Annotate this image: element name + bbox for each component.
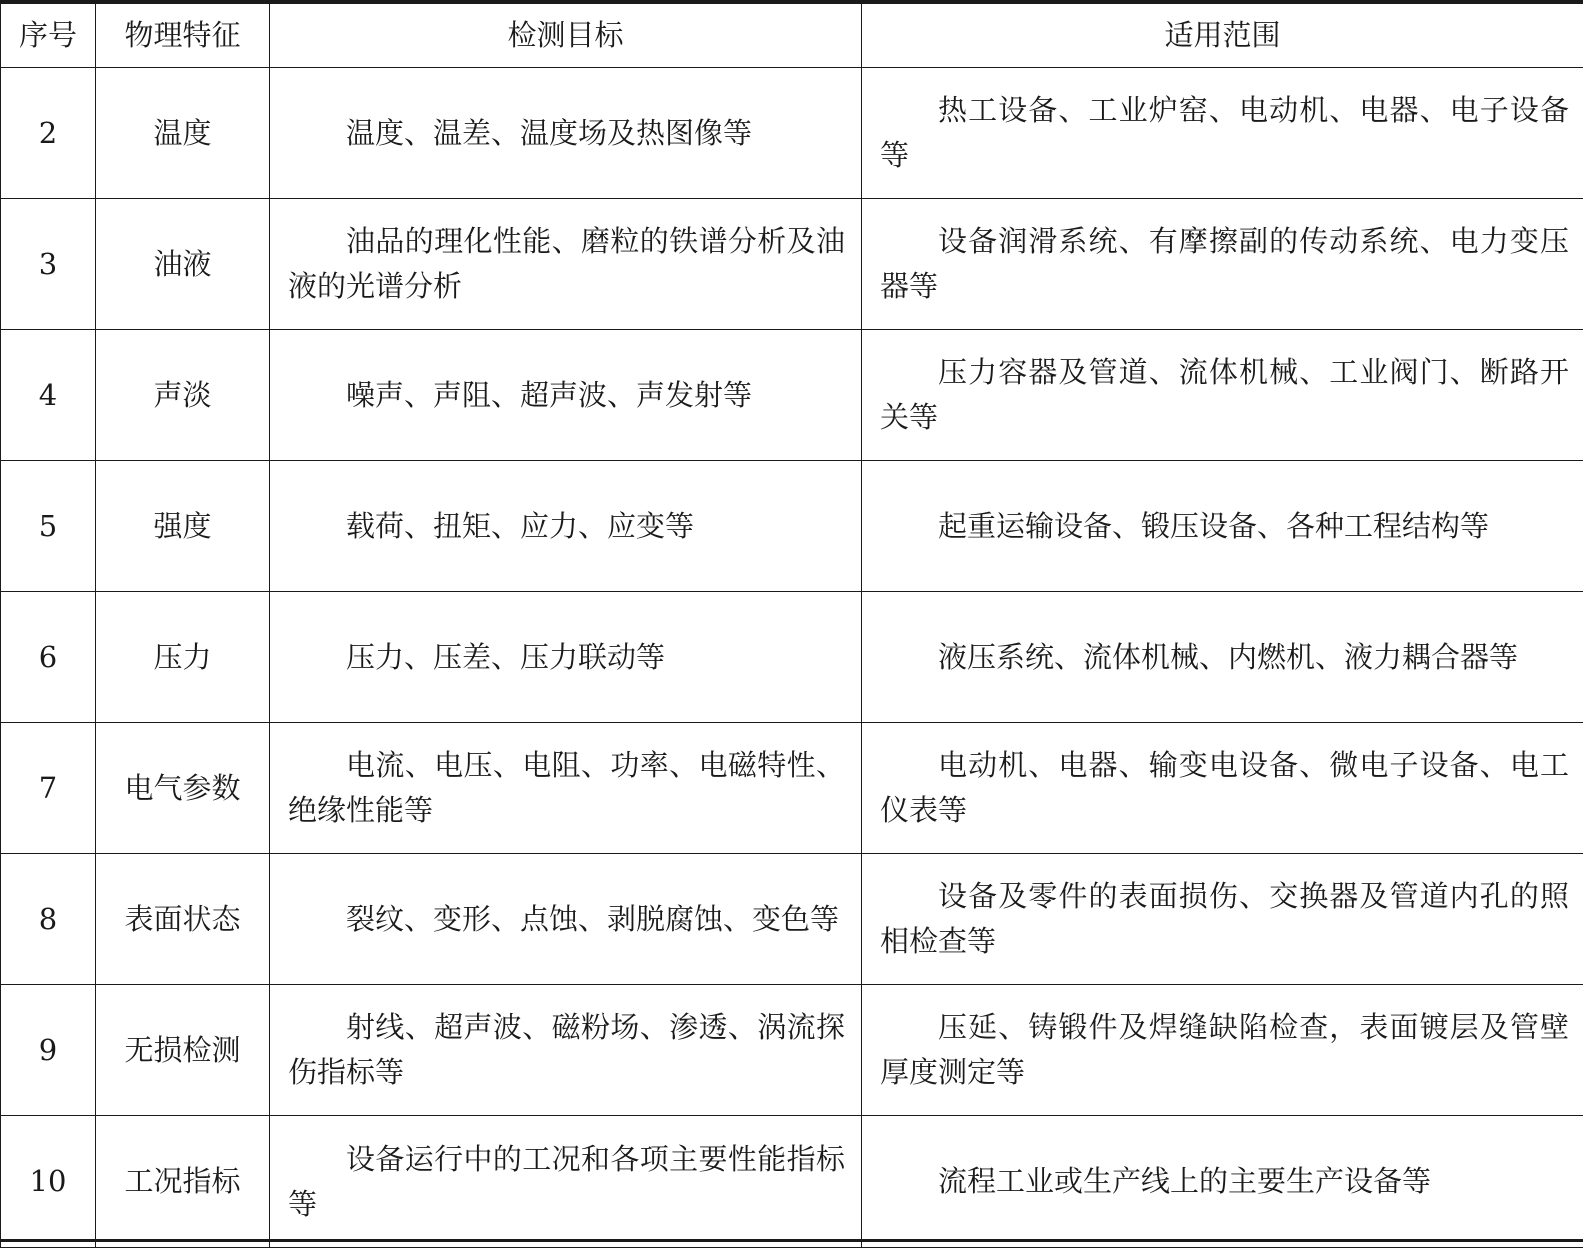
cell-scope: 压力容器及管道、流体机械、工业阀门、断路开关等 — [862, 330, 1583, 461]
header-feature: 物理特征 — [96, 4, 270, 68]
header-num: 序号 — [1, 4, 96, 68]
cell-feature: 压力 — [96, 592, 270, 723]
table-row — [1, 330, 1583, 461]
cell-scope: 设备及零件的表面损伤、交换器及管道内孔的照相检查等 — [862, 854, 1583, 985]
table-row — [1, 854, 1583, 985]
cell-feature: 电气参数 — [96, 723, 270, 854]
cell-feature: 强度 — [96, 461, 270, 592]
table-row — [1, 723, 1583, 854]
table-row — [1, 461, 1583, 592]
cell-feature: 工况指标 — [96, 1116, 270, 1248]
cell-scope: 起重运输设备、锻压设备、各种工程结构等 — [862, 461, 1583, 592]
cell-target: 设备运行中的工况和各项主要性能指标等 — [270, 1116, 862, 1248]
table-row — [1, 1116, 1583, 1248]
cell-target: 射线、超声波、磁粉场、渗透、涡流探伤指标等 — [270, 985, 862, 1116]
cell-num: 8 — [1, 854, 96, 985]
cell-scope: 设备润滑系统、有摩擦副的传动系统、电力变压器等 — [862, 199, 1583, 330]
cell-scope: 压延、铸锻件及焊缝缺陷检查，表面镀层及管壁厚度测定等 — [862, 985, 1583, 1116]
cell-target: 电流、电压、电阻、功率、电磁特性、绝缘性能等 — [270, 723, 862, 854]
cell-scope: 电动机、电器、输变电设备、微电子设备、电工仪表等 — [862, 723, 1583, 854]
table-row — [1, 68, 1583, 199]
table-header-row — [1, 4, 1583, 68]
cell-target: 压力、压差、压力联动等 — [270, 592, 862, 723]
cell-feature: 声淡 — [96, 330, 270, 461]
cell-target: 载荷、扭矩、应力、应变等 — [270, 461, 862, 592]
cell-target: 温度、温差、温度场及热图像等 — [270, 68, 862, 199]
header-target: 检测目标 — [270, 4, 862, 68]
cell-scope: 热工设备、工业炉窑、电动机、电器、电子设备等 — [862, 68, 1583, 199]
cell-num: 5 — [1, 461, 96, 592]
cell-num: 2 — [1, 68, 96, 199]
header-scope: 适用范围 — [862, 4, 1583, 68]
cell-num: 10 — [1, 1116, 96, 1248]
table-row — [1, 592, 1583, 723]
cell-feature: 无损检测 — [96, 985, 270, 1116]
cell-feature: 油液 — [96, 199, 270, 330]
cell-scope: 流程工业或生产线上的主要生产设备等 — [862, 1116, 1583, 1248]
cell-feature: 温度 — [96, 68, 270, 199]
table-row — [1, 199, 1583, 330]
cell-num: 9 — [1, 985, 96, 1116]
cell-num: 3 — [1, 199, 96, 330]
cell-feature: 表面状态 — [96, 854, 270, 985]
cell-target: 噪声、声阻、超声波、声发射等 — [270, 330, 862, 461]
cell-target: 裂纹、变形、点蚀、剥脱腐蚀、变色等 — [270, 854, 862, 985]
cell-num: 4 — [1, 330, 96, 461]
inspection-table — [0, 3, 1583, 1248]
cell-num: 6 — [1, 592, 96, 723]
cell-num: 7 — [1, 723, 96, 854]
table-row — [1, 985, 1583, 1116]
cell-target: 油品的理化性能、磨粒的铁谱分析及油液的光谱分析 — [270, 199, 862, 330]
cell-scope: 液压系统、流体机械、内燃机、液力耦合器等 — [862, 592, 1583, 723]
